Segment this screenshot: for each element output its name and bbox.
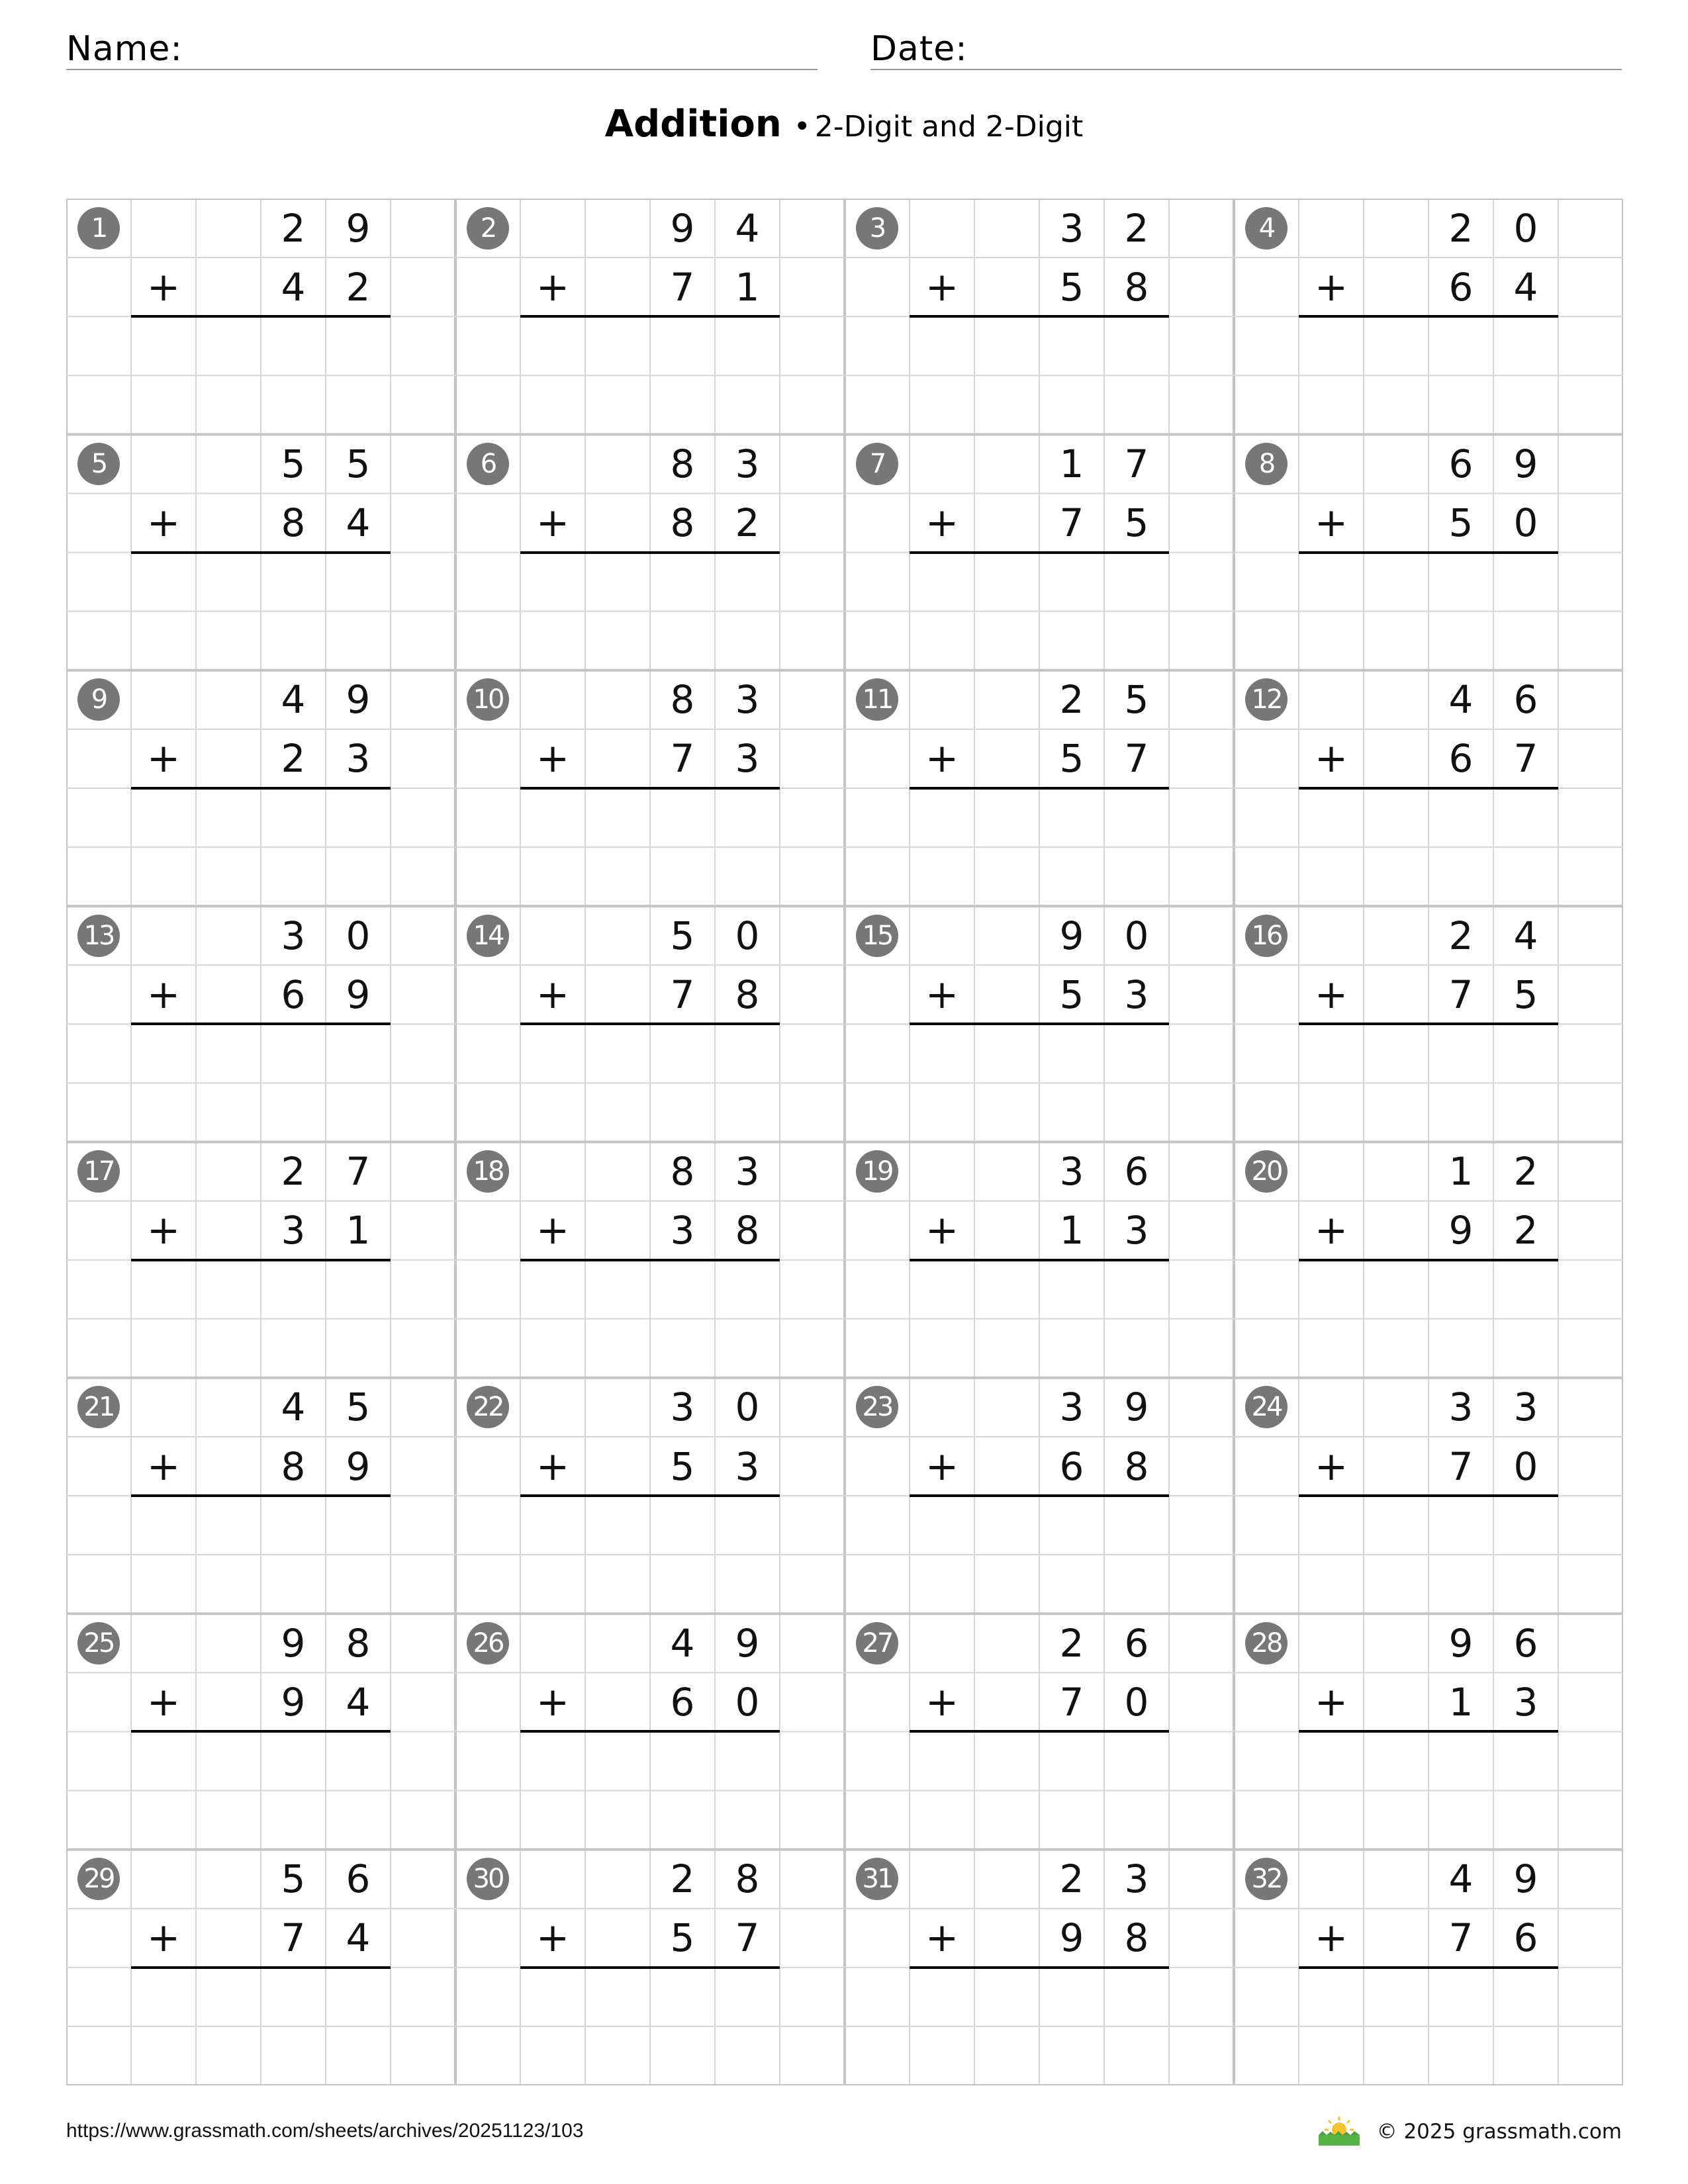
top-tens-digit: 5 [670, 913, 695, 958]
bottom-ones-digit: 5 [1513, 972, 1538, 1017]
top-tens-digit: 4 [281, 677, 306, 723]
bottom-tens-digit: 9 [281, 1679, 306, 1725]
bottom-ones-digit: 0 [1513, 1443, 1538, 1489]
problem-number-badge: 2 [467, 207, 509, 250]
top-tens-digit: 9 [670, 205, 695, 251]
top-tens-digit: 3 [1059, 1385, 1084, 1430]
answer-line [131, 551, 391, 554]
top-tens-digit: 2 [281, 205, 306, 251]
top-tens-digit: 3 [1059, 1149, 1084, 1195]
answer-line [910, 1966, 1169, 1969]
bottom-tens-digit: 7 [1448, 1915, 1474, 1961]
top-ones-digit: 0 [1124, 913, 1149, 958]
top-ones-digit: 9 [735, 1620, 760, 1666]
bottom-ones-digit: 8 [735, 1208, 760, 1253]
problem-number-badge: 14 [467, 915, 509, 957]
grass-sun-logo-icon [1316, 2115, 1362, 2148]
top-ones-digit: 6 [1513, 677, 1538, 723]
plus-sign: + [146, 500, 181, 547]
problem-number-badge: 10 [467, 678, 509, 721]
top-ones-digit: 9 [1513, 1856, 1538, 1902]
problem-number-badge: 32 [1245, 1858, 1288, 1900]
bottom-ones-digit: 3 [735, 1443, 760, 1489]
top-ones-digit: 6 [1124, 1149, 1149, 1195]
plus-sign: + [1314, 1443, 1348, 1490]
plus-sign: + [925, 971, 959, 1018]
bottom-tens-digit: 5 [1059, 264, 1084, 310]
top-tens-digit: 1 [1059, 441, 1084, 486]
bottom-tens-digit: 5 [670, 1915, 695, 1961]
top-tens-digit: 3 [1059, 205, 1084, 251]
plus-sign: + [1314, 1207, 1348, 1254]
answer-line [131, 1023, 391, 1025]
problem-number-badge: 18 [467, 1150, 509, 1193]
bottom-ones-digit: 3 [1513, 1679, 1538, 1725]
top-tens-digit: 4 [1448, 1856, 1474, 1902]
plus-sign: + [536, 971, 570, 1018]
answer-line [910, 1730, 1169, 1733]
top-tens-digit: 3 [1448, 1385, 1474, 1430]
plus-sign: + [146, 735, 181, 782]
top-ones-digit: 2 [1513, 1149, 1538, 1195]
name-field[interactable] [66, 19, 818, 70]
plus-sign: + [536, 263, 570, 310]
bottom-ones-digit: 3 [1124, 972, 1149, 1017]
answer-line [1299, 1259, 1558, 1261]
bottom-ones-digit: 0 [1513, 500, 1538, 546]
top-tens-digit: 3 [281, 913, 306, 958]
problem-number-badge: 24 [1245, 1386, 1288, 1428]
top-tens-digit: 2 [281, 1149, 306, 1195]
plus-sign: + [1314, 263, 1348, 310]
top-ones-digit: 3 [1124, 1856, 1149, 1902]
bottom-tens-digit: 9 [1448, 1208, 1474, 1253]
bottom-ones-digit: 1 [735, 264, 760, 310]
bottom-ones-digit: 7 [735, 1915, 760, 1961]
top-ones-digit: 4 [1513, 913, 1538, 958]
top-ones-digit: 6 [1124, 1620, 1149, 1666]
answer-line [520, 1730, 780, 1733]
problem-grid [66, 199, 1623, 2085]
bottom-ones-digit: 4 [346, 1679, 371, 1725]
bottom-ones-digit: 7 [1124, 736, 1149, 782]
problem-number-badge: 25 [77, 1622, 120, 1664]
top-tens-digit: 3 [670, 1385, 695, 1430]
top-ones-digit: 0 [1513, 205, 1538, 251]
problem-number-badge: 20 [1245, 1150, 1288, 1193]
answer-line [910, 1023, 1169, 1025]
bottom-ones-digit: 7 [1513, 736, 1538, 782]
bottom-ones-digit: 1 [346, 1208, 371, 1253]
bottom-tens-digit: 9 [1059, 1915, 1084, 1961]
answer-line [131, 1259, 391, 1261]
problem-number-badge: 7 [856, 443, 898, 485]
top-tens-digit: 9 [1448, 1620, 1474, 1666]
plus-sign: + [925, 735, 959, 782]
answer-line [131, 315, 391, 318]
answer-line [520, 1494, 780, 1497]
bottom-ones-digit: 4 [346, 500, 371, 546]
answer-line [1299, 315, 1558, 318]
answer-line [910, 1494, 1169, 1497]
answer-line [910, 551, 1169, 554]
answer-line [1299, 1023, 1558, 1025]
answer-line [520, 551, 780, 554]
footer-url: https://www.grassmath.com/sheets/archives/20251123/103 [66, 2120, 584, 2142]
top-tens-digit: 2 [1059, 1856, 1084, 1902]
problem-number-badge: 19 [856, 1150, 898, 1193]
name-label: Name: [66, 29, 183, 69]
plus-sign: + [536, 1443, 570, 1490]
plus-sign: + [1314, 1915, 1348, 1962]
top-tens-digit: 4 [1448, 677, 1474, 723]
plus-sign: + [146, 1207, 181, 1254]
plus-sign: + [536, 1207, 570, 1254]
answer-line [131, 787, 391, 790]
top-tens-digit: 8 [670, 441, 695, 486]
top-tens-digit: 2 [1059, 1620, 1084, 1666]
bottom-tens-digit: 3 [281, 1208, 306, 1253]
footer-copyright: © 2025 grassmath.com [1376, 2120, 1622, 2144]
bottom-tens-digit: 6 [281, 972, 306, 1017]
plus-sign: + [536, 735, 570, 782]
bottom-tens-digit: 5 [1059, 972, 1084, 1017]
problem-number-badge: 11 [856, 678, 898, 721]
bottom-ones-digit: 9 [346, 972, 371, 1017]
top-tens-digit: 2 [1448, 913, 1474, 958]
top-tens-digit: 2 [1448, 205, 1474, 251]
top-tens-digit: 2 [1059, 677, 1084, 723]
problem-number-badge: 4 [1245, 207, 1288, 250]
bottom-tens-digit: 7 [670, 972, 695, 1017]
date-field[interactable] [870, 19, 1622, 70]
plus-sign: + [925, 1915, 959, 1962]
plus-sign: + [1314, 500, 1348, 547]
title-subtitle: 2-Digit and 2-Digit [814, 110, 1084, 144]
top-tens-digit: 2 [670, 1856, 695, 1902]
bottom-tens-digit: 7 [1448, 1443, 1474, 1489]
answer-line [520, 1023, 780, 1025]
bottom-ones-digit: 2 [735, 500, 760, 546]
answer-line [1299, 787, 1558, 790]
answer-line [910, 315, 1169, 318]
plus-sign: + [536, 500, 570, 547]
problem-number-badge: 29 [77, 1858, 120, 1900]
bottom-tens-digit: 6 [1448, 264, 1474, 310]
answer-line [910, 787, 1169, 790]
bottom-ones-digit: 6 [1513, 1915, 1538, 1961]
bottom-tens-digit: 7 [670, 264, 695, 310]
problem-number-badge: 21 [77, 1386, 120, 1428]
date-label: Date: [870, 29, 968, 69]
answer-line [520, 315, 780, 318]
footer-branding [1316, 2115, 1622, 2148]
answer-line [520, 787, 780, 790]
bottom-tens-digit: 4 [281, 264, 306, 310]
top-tens-digit: 9 [281, 1620, 306, 1666]
bottom-tens-digit: 6 [1448, 736, 1474, 782]
answer-line [131, 1730, 391, 1733]
problem-number-badge: 13 [77, 915, 120, 957]
problem-number-badge: 16 [1245, 915, 1288, 957]
problem-number-badge: 17 [77, 1150, 120, 1193]
plus-sign: + [925, 1207, 959, 1254]
top-tens-digit: 1 [1448, 1149, 1474, 1195]
plus-sign: + [1314, 971, 1348, 1018]
bottom-ones-digit: 4 [346, 1915, 371, 1961]
answer-line [131, 1494, 391, 1497]
bottom-ones-digit: 5 [1124, 500, 1149, 546]
bottom-ones-digit: 4 [1513, 264, 1538, 310]
top-ones-digit: 9 [346, 677, 371, 723]
plus-sign: + [925, 263, 959, 310]
plus-sign: + [146, 971, 181, 1018]
bottom-ones-digit: 9 [346, 1443, 371, 1489]
top-ones-digit: 3 [735, 677, 760, 723]
plus-sign: + [146, 1915, 181, 1962]
problem-number-badge: 8 [1245, 443, 1288, 485]
answer-line [1299, 1966, 1558, 1969]
answer-line [520, 1966, 780, 1969]
bottom-ones-digit: 3 [346, 736, 371, 782]
bottom-tens-digit: 1 [1059, 1208, 1084, 1253]
top-tens-digit: 4 [281, 1385, 306, 1430]
bottom-tens-digit: 5 [1448, 500, 1474, 546]
bottom-tens-digit: 7 [281, 1915, 306, 1961]
top-tens-digit: 9 [1059, 913, 1084, 958]
problem-number-badge: 5 [77, 443, 120, 485]
answer-line [520, 1259, 780, 1261]
bottom-tens-digit: 3 [670, 1208, 695, 1253]
problem-number-badge: 22 [467, 1386, 509, 1428]
problem-number-badge: 31 [856, 1858, 898, 1900]
bottom-tens-digit: 5 [1059, 736, 1084, 782]
answer-line [910, 1259, 1169, 1261]
bottom-tens-digit: 8 [281, 1443, 306, 1489]
problem-number-badge: 27 [856, 1622, 898, 1664]
top-ones-digit: 7 [346, 1149, 371, 1195]
top-ones-digit: 9 [346, 205, 371, 251]
top-tens-digit: 5 [281, 1856, 306, 1902]
top-ones-digit: 0 [735, 913, 760, 958]
plus-sign: + [536, 1678, 570, 1725]
problem-number-badge: 28 [1245, 1622, 1288, 1664]
top-tens-digit: 5 [281, 441, 306, 486]
top-ones-digit: 4 [735, 205, 760, 251]
top-ones-digit: 5 [1124, 677, 1149, 723]
plus-sign: + [925, 1443, 959, 1490]
answer-line [1299, 1730, 1558, 1733]
plus-sign: + [146, 1678, 181, 1725]
top-ones-digit: 6 [1513, 1620, 1538, 1666]
bottom-tens-digit: 6 [670, 1679, 695, 1725]
plus-sign: + [925, 500, 959, 547]
top-ones-digit: 3 [1513, 1385, 1538, 1430]
answer-line [1299, 551, 1558, 554]
top-ones-digit: 7 [1124, 441, 1149, 486]
plus-sign: + [925, 1678, 959, 1725]
answer-line [131, 1966, 391, 1969]
top-ones-digit: 3 [735, 1149, 760, 1195]
bottom-ones-digit: 8 [1124, 264, 1149, 310]
top-tens-digit: 8 [670, 677, 695, 723]
top-tens-digit: 8 [670, 1149, 695, 1195]
answer-line [1299, 1494, 1558, 1497]
bottom-tens-digit: 6 [1059, 1443, 1084, 1489]
top-ones-digit: 8 [735, 1856, 760, 1902]
top-ones-digit: 0 [735, 1385, 760, 1430]
bottom-ones-digit: 3 [1124, 1208, 1149, 1253]
bottom-ones-digit: 0 [735, 1679, 760, 1725]
top-ones-digit: 6 [346, 1856, 371, 1902]
title-main: Addition [604, 103, 782, 146]
bottom-ones-digit: 2 [346, 264, 371, 310]
bottom-ones-digit: 0 [1124, 1679, 1149, 1725]
problem-number-badge: 15 [856, 915, 898, 957]
top-tens-digit: 6 [1448, 441, 1474, 486]
plus-sign: + [1314, 735, 1348, 782]
top-ones-digit: 0 [346, 913, 371, 958]
top-ones-digit: 5 [346, 1385, 371, 1430]
plus-sign: + [146, 1443, 181, 1490]
plus-sign: + [536, 1915, 570, 1962]
bottom-ones-digit: 8 [1124, 1915, 1149, 1961]
top-tens-digit: 4 [670, 1620, 695, 1666]
bottom-tens-digit: 7 [1059, 1679, 1084, 1725]
top-ones-digit: 2 [1124, 205, 1149, 251]
bottom-tens-digit: 8 [281, 500, 306, 546]
plus-sign: + [1314, 1678, 1348, 1725]
bottom-tens-digit: 7 [1448, 972, 1474, 1017]
bottom-tens-digit: 1 [1448, 1679, 1474, 1725]
problem-number-badge: 30 [467, 1858, 509, 1900]
problem-number-badge: 6 [467, 443, 509, 485]
bottom-tens-digit: 7 [670, 736, 695, 782]
bottom-tens-digit: 5 [670, 1443, 695, 1489]
bottom-tens-digit: 2 [281, 736, 306, 782]
worksheet-title [0, 103, 1688, 146]
problem-number-badge: 23 [856, 1386, 898, 1428]
plus-sign: + [146, 263, 181, 310]
bottom-ones-digit: 2 [1513, 1208, 1538, 1253]
bottom-ones-digit: 3 [735, 736, 760, 782]
problem-number-badge: 26 [467, 1622, 509, 1664]
top-ones-digit: 9 [1124, 1385, 1149, 1430]
top-ones-digit: 8 [346, 1620, 371, 1666]
problem-number-badge: 1 [77, 207, 120, 250]
bottom-tens-digit: 8 [670, 500, 695, 546]
bottom-tens-digit: 7 [1059, 500, 1084, 546]
title-separator: • [793, 110, 811, 144]
problem-number-badge: 12 [1245, 678, 1288, 721]
top-ones-digit: 5 [346, 441, 371, 486]
top-ones-digit: 3 [735, 441, 760, 486]
problem-number-badge: 3 [856, 207, 898, 250]
bottom-ones-digit: 8 [735, 972, 760, 1017]
problem-number-badge: 9 [77, 678, 120, 721]
top-ones-digit: 9 [1513, 441, 1538, 486]
bottom-ones-digit: 8 [1124, 1443, 1149, 1489]
